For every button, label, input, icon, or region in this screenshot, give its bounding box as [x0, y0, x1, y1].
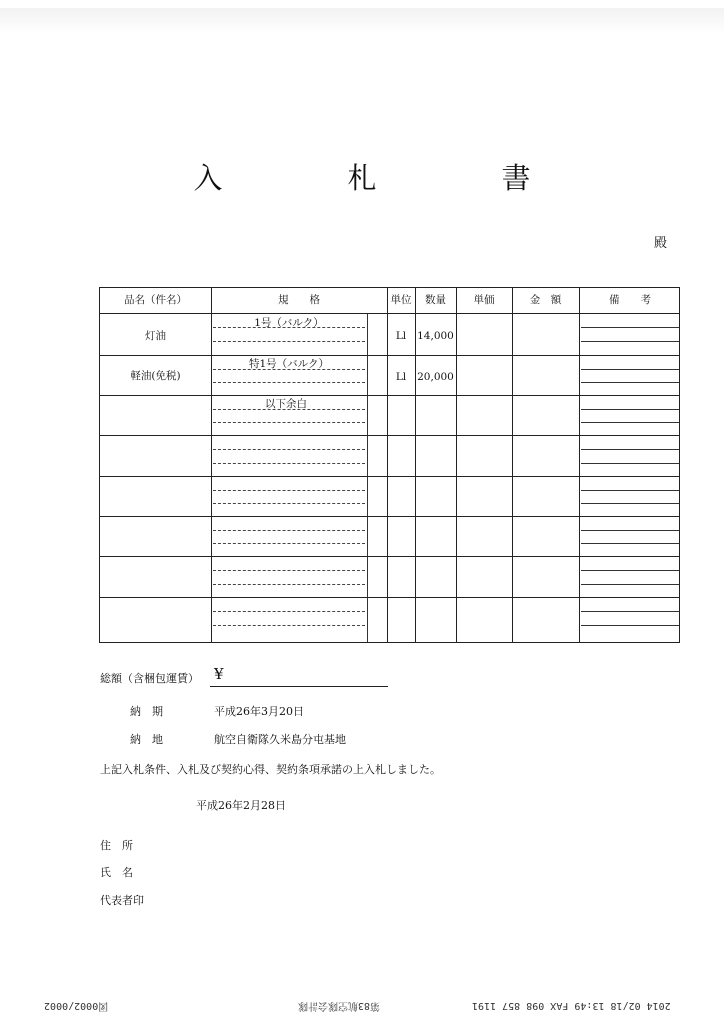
bid-date: 平成26年2月28日	[196, 799, 286, 812]
name-label: 氏 名	[100, 866, 133, 879]
header-quantity: 数量	[425, 294, 446, 306]
remarks-subline	[581, 503, 679, 504]
row-divider	[100, 556, 679, 557]
address-label: 住 所	[100, 839, 133, 852]
addressee-honorific: 殿	[654, 236, 668, 251]
row-2-spec: 特1号（バルク）	[249, 358, 329, 370]
spec-subline	[213, 584, 365, 585]
header-amount: 金 額	[529, 294, 562, 306]
col-divider	[456, 288, 457, 642]
remarks-subline	[581, 543, 679, 544]
row-2-quantity: 20,000	[417, 371, 454, 383]
representative-seal-label: 代表者印	[100, 894, 144, 907]
document-title: 入 札 書	[193, 161, 579, 195]
header-spec: 規 格	[278, 294, 320, 306]
row-2-item: 軽油(免税)	[130, 370, 181, 382]
bid-table	[99, 287, 680, 643]
spec-subline	[213, 490, 365, 491]
remarks-subline	[581, 530, 679, 531]
delivery-place-label: 納 地	[130, 733, 163, 746]
remarks-subline	[581, 327, 679, 328]
header-remarks: 備 考	[609, 294, 651, 306]
remarks-subline	[581, 570, 679, 571]
header-unit: 単位	[390, 294, 412, 306]
bid-statement: 上記入札条件、入札及び契約心得、契約条項承諾の上入札しました。	[100, 763, 441, 776]
fax-sender: 第83航空隊会計隊	[298, 1000, 381, 1011]
row-1-unit: Ll	[395, 330, 407, 342]
row-1-item: 灯油	[145, 330, 166, 342]
col-divider	[211, 288, 212, 642]
spec-subline	[213, 449, 365, 450]
spec-subline	[213, 341, 365, 342]
row-divider	[100, 355, 679, 356]
spec-subline	[213, 422, 365, 423]
delivery-period-value: 平成26年3月20日	[214, 705, 304, 718]
spec-subline	[213, 543, 365, 544]
remarks-subline	[581, 422, 679, 423]
row-divider	[100, 435, 679, 436]
delivery-period-label: 納 期	[130, 705, 163, 718]
spec-subline	[213, 625, 365, 626]
spec-subline	[213, 570, 365, 571]
header-divider	[100, 313, 679, 314]
remarks-subline	[581, 369, 679, 370]
total-label: 総額（含梱包運賃）	[100, 672, 199, 685]
row-1-quantity: 14,000	[417, 330, 454, 342]
header-item: 品名（件名）	[124, 294, 187, 306]
spec-subline	[213, 611, 365, 612]
remarks-subline	[581, 611, 679, 612]
total-underline	[210, 686, 388, 687]
col-divider	[512, 288, 513, 642]
row-2-unit: Ll	[395, 371, 407, 383]
row-divider	[100, 597, 679, 598]
remarks-subline	[581, 584, 679, 585]
row-divider	[100, 516, 679, 517]
remarks-subline	[581, 409, 679, 410]
row-1-spec: 1号（バルク）	[254, 317, 324, 329]
spec-subline	[213, 463, 365, 464]
remarks-subline	[581, 449, 679, 450]
col-divider	[579, 288, 580, 642]
remarks-subline	[581, 463, 679, 464]
spec-subline	[213, 382, 365, 383]
row-divider	[100, 476, 679, 477]
remarks-subline	[581, 490, 679, 491]
remarks-subline	[581, 341, 679, 342]
scan-edge-noise	[0, 8, 724, 34]
header-unit-price: 単価	[473, 294, 495, 306]
row-3-spec: 以下余白	[265, 398, 307, 410]
delivery-place-value: 航空自衛隊久米島分屯基地	[214, 733, 346, 746]
fax-page-number: 図0002/0002	[44, 1000, 109, 1011]
remarks-subline	[581, 625, 679, 626]
spec-subline	[213, 530, 365, 531]
spec-subline	[213, 503, 365, 504]
fax-header-line: 2014 02/18 13:49 FAX 098 857 1191	[472, 1000, 671, 1011]
total-value: ¥	[214, 665, 224, 683]
col-divider	[367, 313, 368, 642]
remarks-subline	[581, 382, 679, 383]
